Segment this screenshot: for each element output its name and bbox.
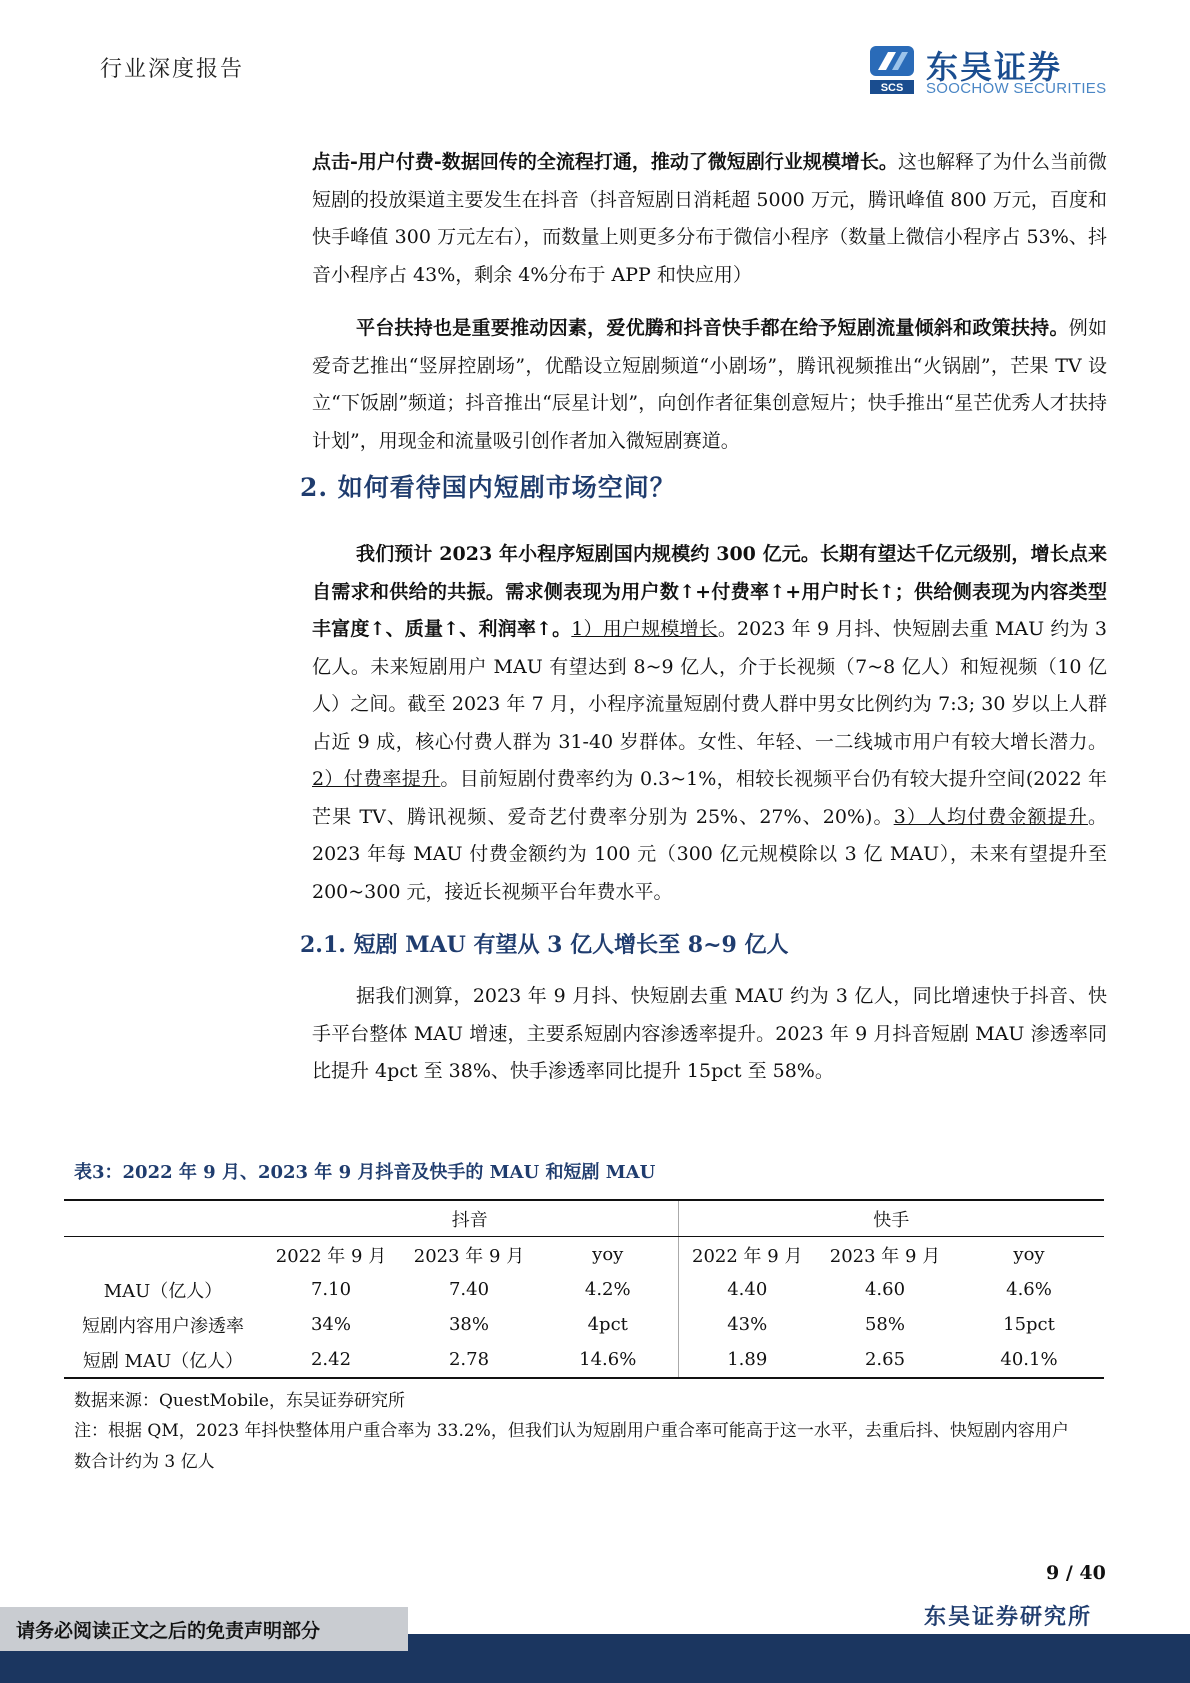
report-type-label: 行业深度报告 [100,57,245,82]
paragraph-2-text: 例如爱奇艺推出“竖屏控剧场”，优酷设立短剧频道“小剧场”，腾讯视频推出“火锅剧”，芒果 TV 设立“下饭剧”频道；抖音推出“辰星计划”，向创作者征集创意短片；快手推出“星芒优秀人才扶持计划”，用现金和流量吸引创作者加入微短剧赛道。 [312,317,1107,452]
paragraph-2 [312,310,1107,460]
paragraph-1 [312,144,1107,294]
paragraph-1-bold: 点击-用户付费-数据回传的全流程打通，推动了微短剧行业规模增长。 [312,151,898,173]
logo-english-name: SOOCHOW SECURITIES [926,80,1107,97]
paragraph-3-bold: 我们预计 2023 年小程序短剧国内规模约 300 亿元。长期有望达千亿元级别，增长点来自需求和供给的共振。需求侧表现为用户数↑+付费率↑+用户时长↑；供给侧表现为内容类型丰富度↑、质量↑、利润率↑。 [312,543,1107,640]
table-source: 数据来源：QuestMobile，东吴证券研究所 [74,1391,405,1411]
table-caption: 表3：2022 年 9 月、2023 年 9 月抖音及快手的 MAU 和短剧 MAU [74,1162,656,1183]
paragraph-3 [312,536,1107,911]
paragraph-4-text: 据我们测算，2023 年 9 月抖、快短剧去重 MAU 约为 3 亿人，同比增速快于抖音、快手平台整体 MAU 增速，主要系短剧内容渗透率提升。2023 年 9 月抖音短剧 MAU 渗透率同比提升 4pct 至 38%、快手渗透率同比提升 15pct 至 58%。 [312,985,1107,1082]
table-corner-cell [64,1200,262,1237]
row-label: 短剧内容用户渗透率 [82,1315,244,1337]
point-1-label: 1）用户规模增长 [571,618,718,640]
column-header: 2022 年 9 月 [678,1237,816,1273]
row-label: MAU（亿人） [103,1280,223,1302]
company-logo [868,42,1108,100]
column-header: 2023 年 9 月 [829,1245,941,1267]
paragraph-4 [312,978,1107,1091]
row-label: 短剧 MAU（亿人） [64,1342,262,1378]
scs-logo-icon [868,44,916,96]
paragraph-1-text: 这也解释了为什么当前微短剧的投放渠道主要发生在抖音（抖音短剧日消耗超 5000 万元，腾讯峰值 800 万元，百度和快手峰值 300 万元左右），而数量上则更多分布于微信小程序（数量上微信小程序占 53%、抖音小程序占 43%，剩余 4%分布于 APP 和快应用） [312,151,1107,286]
table-cell: 58% [864,1314,905,1335]
table-cell: 2.78 [400,1342,538,1378]
disclaimer-text: 请务必阅读正文之后的免责声明部分 [16,1620,321,1642]
table-cell: 14.6% [538,1342,678,1378]
column-header: yoy [1013,1244,1045,1265]
footer-organization: 东吴证券研究所 [924,1604,1093,1630]
paragraph-2-bold: 平台扶持也是重要推动因素，爱优腾和抖音快手都在给予短剧流量倾斜和政策扶持。 [356,317,1069,339]
group-kuaishou: 快手 [678,1200,1104,1237]
table-cell: 38% [448,1314,489,1335]
logo-chinese-name: 东吴证券 [926,48,1063,86]
point-1-text: 。2023 年 9 月抖、快短剧去重 MAU 约为 3 亿人。未来短剧用户 MAU 有望达到 8~9 亿人，介于长视频（7~8 亿人）和短视频（10 亿人）之间。截至 2023 年 7 月，小程序流量短剧付费人群中男女比例约为 7:3; 30 岁以上人群占近 9 成，核心付费人群为 31-40 岁群体。女性、年轻、一二线城市用户有较大增长潜力。 [312,618,1107,753]
table-note: 注：根据 QM，2023 年抖快整体用户重合率为 33.2%，但我们认为短剧用户重合率可能高于这一水平，去重后抖、快短剧内容用户数合计约为 3 亿人 [74,1421,1069,1472]
section-2-1-heading: 2.1. 短剧 MAU 有望从 3 亿人增长至 8~9 亿人 [300,932,789,958]
point-3-text: 。2023 年每 MAU 付费金额约为 100 元（300 亿元规模除以 3 亿 MAU），未来有望提升至 200~300 元，接近长视频平台年费水平。 [312,805,1107,903]
table-cell: 7.40 [448,1279,490,1300]
table-column-header-row [64,1237,1104,1273]
point-2-label: 2）付费率提升 [312,768,441,790]
section-2-heading: 2. 如何看待国内短剧市场空间？ [300,473,676,502]
group-douyin: 抖音 [262,1200,678,1237]
table-cell: 4.60 [864,1279,906,1300]
disclaimer-banner[interactable] [0,1607,408,1651]
table-cell: 40.1% [954,1342,1104,1378]
table-cell: 4.40 [678,1272,816,1307]
table-cell: 4.6% [1006,1279,1052,1300]
table-cell: 2.42 [262,1342,400,1378]
table-cell: 2.65 [816,1342,954,1378]
table-row [64,1307,1104,1342]
table-cell: 7.10 [310,1279,352,1300]
column-header [64,1237,262,1273]
table-row [64,1342,1104,1378]
column-header: 2023 年 9 月 [413,1245,525,1267]
table-cell: 43% [678,1307,816,1342]
table-cell: 1.89 [678,1342,816,1378]
table-cell: 34% [310,1314,351,1335]
point-2-text: 。目前短剧付费率约为 0.3~1%，相较长视频平台仍有较大提升空间(2022 年芒果 TV、腾讯视频、爱奇艺付费率分别为 25%、27%、20%)。 [312,768,1107,828]
page-number: 9 / 40 [1046,1562,1106,1584]
table-cell: 15pct [1003,1314,1055,1335]
column-header: 2022 年 9 月 [275,1245,387,1267]
table-cell: 4.2% [584,1279,631,1300]
table-group-header-row [64,1200,1104,1237]
logo-mark-text: SCS [880,82,904,94]
mau-table [64,1199,1104,1379]
table-row [64,1272,1104,1307]
table-cell: 4pct [587,1314,628,1335]
column-header: yoy [592,1244,624,1265]
point-3-label: 3）人均付费金额提升 [893,805,1088,828]
